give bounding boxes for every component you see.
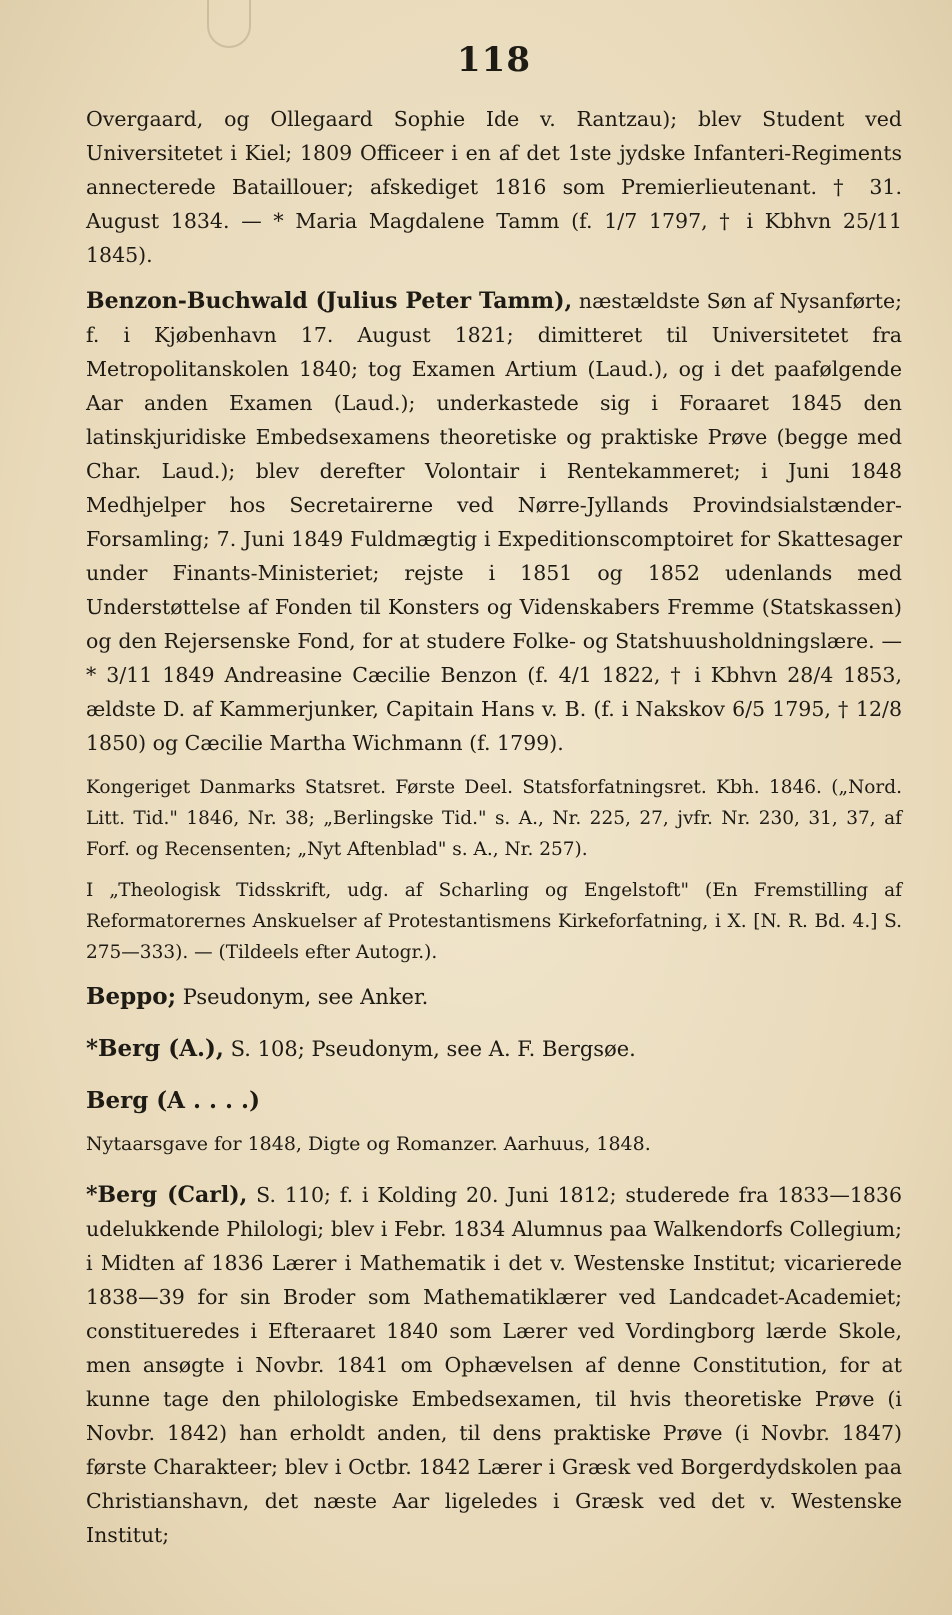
entry-benzon-works-1: Kongeriget Danmarks Statsret. Første Deel. Statsforfatningsret. Kbh. 1846. („Nord. Litt. Tid." 1846, Nr. 38; „Berlingske Tid." s. A., Nr. 225, 27, jvfr. Nr. 230, 31, 37, af Forf. og Recensenten; „Nyt Aftenblad" s. A., Nr. 257). [86, 777, 902, 860]
entry-benzon-head: Benzon-Buchwald (Julius Peter Tamm), [86, 288, 573, 314]
entry-berg-a-text: S. 108; Pseudonym, see A. F. Bergsøe. [230, 1037, 636, 1061]
entry-berg-carl-text: S. 110; f. i Kolding 20. Juni 1812; studerede fra 1833—1836 udelukkende Philologi; blev i Febr. 1834 Alumnus paa Walkendorfs Collegium; i Midten af 1836 Lærer i Mathematik i det v. Westenske Institut; vicarierede 1838—39 for sin Broder som Mathematiklærer ved Landcadet-Academiet; constitueredes i Efteraaret 1840 som Lærer ved Vordingborg lærde Skole, men ansøgte i Novbr. 1841 om Ophævelsen af denne Constitution, for at kunne tage den philologiske Embedsexamen, til hvis theoretiske Prøve (i Novbr. 1842) han erholdt anden, til dens praktiske Prøve (i Novbr. 1847) første Charakteer; blev i Octbr. 1842 Lærer i Græsk ved Borgerdydskolen paa Christianshavn, det næste Aar ligeledes i Græsk ved det v. Westenske Institut; [86, 1183, 902, 1547]
page-bleed-mark [207, 0, 251, 48]
entry-benzon-works-2: I „Theologisk Tidsskrift, udg. af Scharling og Engelstoft" (En Fremstilling af Reformatorernes Anskuelser af Protestantismens Kirkeforfatning, i X. [N. R. Bd. 4.] S. 275—333). — (Tildeels efter Autogr.). [86, 880, 902, 963]
entry-beppo-head: Beppo; [86, 983, 177, 1010]
entry-beppo-text: Pseudonym, see Anker. [182, 985, 429, 1009]
entry-berg-a2 [86, 1084, 902, 1118]
entry-berg-a2-head: Berg (A . . . .) [86, 1087, 260, 1114]
entry-berg-a2-work: Nytaarsgave for 1848, Digte og Romanzer. Aarhuus, 1848. [86, 1133, 651, 1155]
entry-berg-carl [86, 1178, 902, 1552]
entry-benzon-buchwald [86, 284, 902, 968]
entry-berg-a-head: *Berg (A.), [86, 1035, 224, 1062]
entry-benzon-body [86, 284, 902, 760]
entry-benzon-text: næstældste Søn af Nysanførte; f. i Kjøbenhavn 17. August 1821; dimitteret til Universitetet fra Metropolitanskolen 1840; tog Examen Artium (Laud.), og i det paafølgende Aar anden Examen (Laud.); underkastede sig i Foraaret 1845 den latinskjuridiske Embedsexamens theoretiske og praktiske Prøve (begge med Char. Laud.); blev derefter Volontair i Rentekammeret; i Juni 1848 Medhjelper hos Secretairerne ved Nørre-Jyllands Provindsialstænder-Forsamling; 7. Juni 1849 Fuldmægtig i Expeditionscomptoiret for Skattesager under Finants-Ministeriet; rejste i 1851 og 1852 udenlands med Understøttelse af Fonden til Konsters og Videnskabers Fremme (Statskassen) og den Rejersenske Fond, for at studere Folke- og Statshuusholdningslære. — * 3/11 1849 Andreasine Cæcilie Benzon (f. 4/1 1822, † i Kbhvn 28/4 1853, ældste D. af Kammerjunker, Capitain Hans v. B. (f. i Nakskov 6/5 1795, † 12/8 1850) og Cæcilie Martha Wichmann (f. 1799). [86, 289, 902, 755]
entry-continuation: Overgaard, og Ollegaard Sophie Ide v. Rantzau); blev Student ved Universitetet i Kiel; 1809 Officeer i en af det 1ste jydske Infanteri-Regiments annecterede Bataillouer; afskediget 1816 som Premierlieutenant. † 31. August 1834. — * Maria Magdalene Tamm (f. 1/7 1797, † i Kbhvn 25/11 1845). [86, 107, 902, 267]
entry-berg-a [86, 1032, 902, 1066]
entry-berg-carl-head: *Berg (Carl), [86, 1182, 248, 1208]
entry-beppo [86, 980, 902, 1014]
page-number: 118 [457, 40, 531, 80]
